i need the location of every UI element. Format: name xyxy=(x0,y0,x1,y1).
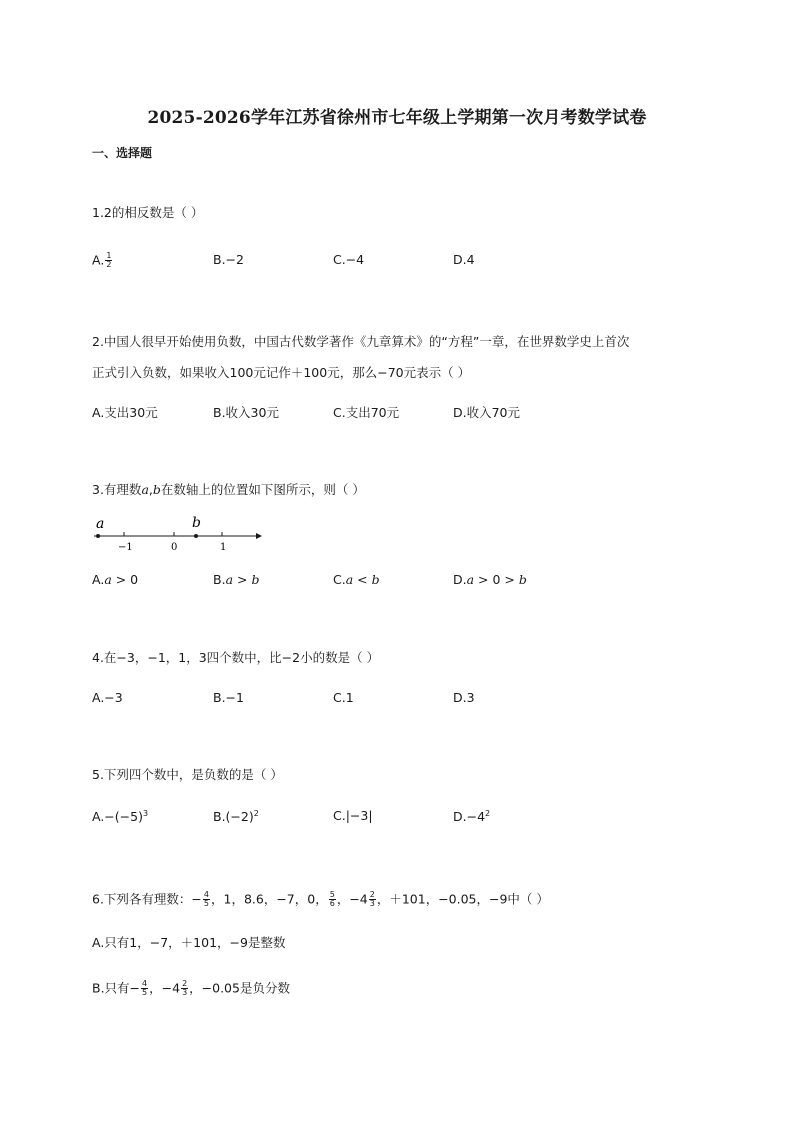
variable-b: b xyxy=(251,572,260,587)
expression-base: B.(−2) xyxy=(213,809,254,824)
fraction-two-thirds xyxy=(369,891,376,909)
relation: > 0 xyxy=(111,572,139,587)
question-4-option-d: D.3 xyxy=(453,690,475,705)
variable-b: b xyxy=(518,572,527,587)
stem-prefix: 3.有理数 xyxy=(92,482,142,497)
fraction-numerator: 1 xyxy=(106,251,112,260)
option-a-prefix: A. xyxy=(92,252,105,268)
question-3-option-a xyxy=(92,574,138,587)
question-1-stem: 1.2的相反数是（ ） xyxy=(92,205,204,220)
tick-label-neg1: −1 xyxy=(118,542,133,553)
question-3-option-c xyxy=(333,574,380,587)
question-1-option-d: D.4 xyxy=(453,252,475,267)
fraction-denominator: 3 xyxy=(182,988,188,998)
variable-b: b xyxy=(371,572,380,587)
exponent: 3 xyxy=(142,809,149,818)
variable-a: a xyxy=(104,572,112,587)
exponent: 2 xyxy=(253,809,259,818)
question-4-option-a: A.−3 xyxy=(92,690,123,705)
fraction-denominator: 2 xyxy=(106,260,112,270)
fraction-four-fifths xyxy=(141,980,148,998)
question-5-option-b xyxy=(213,810,259,824)
question-2-option-d: D.收入70元 xyxy=(453,405,521,420)
fraction-numerator: 4 xyxy=(142,979,148,988)
option-middle: ，−4 xyxy=(149,980,181,996)
option-prefix: B.只有− xyxy=(92,980,141,996)
option-suffix: ，−0.05是负分数 xyxy=(189,980,290,996)
fraction-numerator: 5 xyxy=(329,890,335,899)
question-6-option-a: A.只有1，−7，＋101，−9是整数 xyxy=(92,935,286,950)
option-prefix: D. xyxy=(453,572,467,587)
fraction-denominator: 5 xyxy=(142,988,148,998)
variable-a: a xyxy=(225,572,234,587)
question-1-option-b: B.−2 xyxy=(213,252,244,267)
option-prefix: C. xyxy=(333,572,346,587)
fraction-one-half xyxy=(105,252,112,270)
question-2-option-a: A.支出30元 xyxy=(92,405,158,420)
stem-suffix: ，＋101，−0.05，−9中（ ） xyxy=(376,891,549,907)
question-3-stem xyxy=(92,484,365,497)
stem-middle-2: ，−4 xyxy=(336,891,368,907)
tick-label-1: 1 xyxy=(220,542,227,553)
stem-middle-1: ，1，8.6，−7，0， xyxy=(211,891,328,907)
question-5-option-a xyxy=(92,810,148,824)
section-heading: 一、选择题 xyxy=(92,146,153,160)
variable-a: a xyxy=(345,572,354,587)
tick-label-0: 0 xyxy=(171,542,178,553)
question-4-option-b: B.−1 xyxy=(213,690,244,705)
number-line-arrow xyxy=(256,533,262,539)
option-prefix: B. xyxy=(213,572,226,587)
fraction-four-fifths xyxy=(203,891,210,909)
stem-suffix: 在数轴上的位置如下图所示，则（ ） xyxy=(160,482,365,497)
variable-a: a xyxy=(141,482,149,497)
fraction-denominator: 5 xyxy=(203,899,209,909)
question-3-option-d xyxy=(453,574,527,587)
fraction-denominator: 3 xyxy=(369,899,375,909)
fraction-denominator: 6 xyxy=(329,899,335,909)
relation: > 0 > xyxy=(474,572,519,587)
comma: , xyxy=(148,482,153,497)
relation: < xyxy=(353,572,372,587)
point-b xyxy=(194,534,198,538)
fraction-numerator: 4 xyxy=(203,890,209,899)
expression-base: D.−4 xyxy=(453,809,486,824)
question-2-option-b: B.收入30元 xyxy=(213,405,279,420)
question-2-stem-line-1: 2.中国人很早开始使用负数，中国古代数学著作《九章算术》的“方程”一章，在世界数学史上首次 xyxy=(92,334,630,349)
question-1-option-a xyxy=(92,252,113,270)
variable-a: a xyxy=(466,572,475,587)
exponent: 2 xyxy=(485,809,491,818)
question-6-option-b xyxy=(92,980,290,998)
question-2-option-c: C.支出70元 xyxy=(333,405,400,420)
fraction-two-thirds xyxy=(181,980,188,998)
stem-prefix: 6.下列各有理数：− xyxy=(92,891,202,907)
fraction-five-sixths xyxy=(329,891,336,909)
question-6-stem xyxy=(92,891,549,909)
question-3-option-b xyxy=(213,574,259,587)
question-4-stem: 4.在−3，−1，1，3四个数中，比−2小的数是（ ） xyxy=(92,650,380,665)
option-prefix: A. xyxy=(92,572,105,587)
variable-b: b xyxy=(152,482,161,497)
relation: > xyxy=(233,572,252,587)
question-5-option-c: C.|−3| xyxy=(333,808,373,823)
page-title: 2025-2026学年江苏省徐州市七年级上学期第一次月考数学试卷 xyxy=(147,108,647,128)
number-line-figure xyxy=(90,512,270,556)
expression-base: A.−(−5) xyxy=(92,809,143,824)
question-5-stem: 5.下列四个数中，是负数的是（ ） xyxy=(92,767,283,782)
question-2-stem-line-2: 正式引入负数，如果收入100元记作＋100元，那么−70元表示（ ） xyxy=(92,365,471,380)
fraction-numerator: 2 xyxy=(182,979,188,988)
point-a-label: a xyxy=(96,516,105,532)
fraction-numerator: 2 xyxy=(369,890,375,899)
question-1-option-c: C.−4 xyxy=(333,252,365,267)
point-b-label: b xyxy=(192,515,201,531)
question-5-option-d xyxy=(453,810,490,824)
point-a xyxy=(96,534,100,538)
question-4-option-c: C.1 xyxy=(333,690,354,705)
